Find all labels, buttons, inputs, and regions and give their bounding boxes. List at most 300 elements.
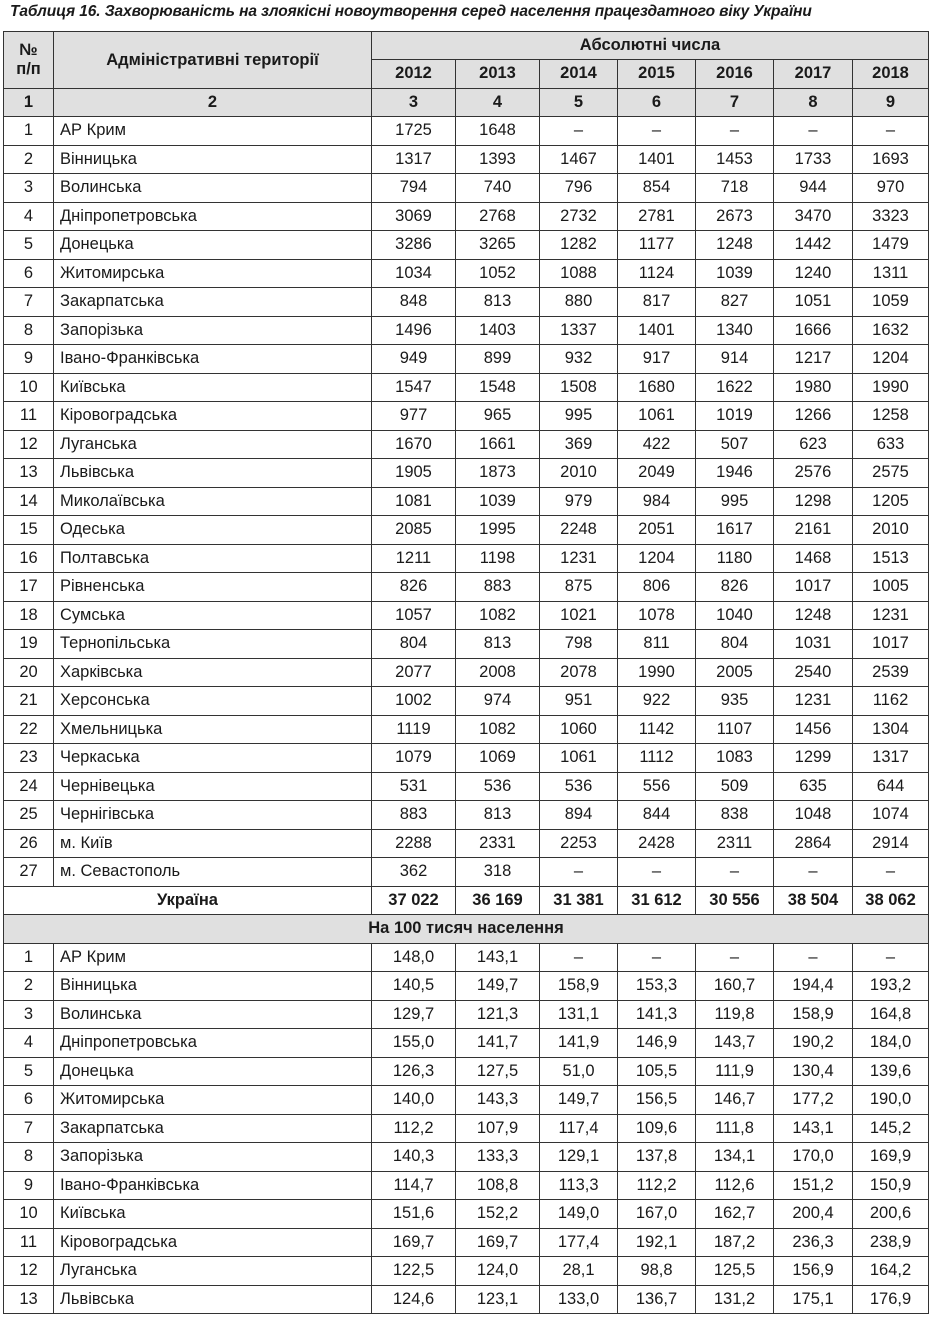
table-row xyxy=(4,117,929,146)
territory-name: Харківська xyxy=(54,658,372,687)
territory-name: Донецька xyxy=(54,1057,372,1086)
value-cell: 2051 xyxy=(618,516,696,545)
row-number: 10 xyxy=(4,1200,54,1229)
value-cell: 1304 xyxy=(853,715,929,744)
value-cell: 3265 xyxy=(456,231,540,260)
table-row xyxy=(4,430,929,459)
total-value: 30 556 xyxy=(696,886,774,915)
value-cell: 1725 xyxy=(372,117,456,146)
value-cell: 844 xyxy=(618,801,696,830)
value-cell: 2732 xyxy=(540,202,618,231)
value-cell: 143,1 xyxy=(774,1114,853,1143)
row-number: 4 xyxy=(4,202,54,231)
value-cell: 935 xyxy=(696,687,774,716)
value-cell: 193,2 xyxy=(853,972,929,1001)
value-cell: – xyxy=(618,943,696,972)
value-cell: 422 xyxy=(618,430,696,459)
value-cell: 1217 xyxy=(774,345,853,374)
value-cell: 1282 xyxy=(540,231,618,260)
value-cell: 2010 xyxy=(853,516,929,545)
table-row xyxy=(4,829,929,858)
section-title: На 100 тисяч населення xyxy=(4,915,929,944)
territory-name: Хмельницька xyxy=(54,715,372,744)
value-cell: 143,7 xyxy=(696,1029,774,1058)
value-cell: 979 xyxy=(540,487,618,516)
value-cell: 974 xyxy=(456,687,540,716)
territory-name: Закарпатська xyxy=(54,288,372,317)
value-cell: 796 xyxy=(540,174,618,203)
value-cell: 1204 xyxy=(853,345,929,374)
territory-name: Закарпатська xyxy=(54,1114,372,1143)
value-cell: 158,9 xyxy=(540,972,618,1001)
table-row xyxy=(4,658,929,687)
value-cell: 914 xyxy=(696,345,774,374)
value-cell: 1401 xyxy=(618,316,696,345)
table-row xyxy=(4,202,929,231)
value-cell: 200,6 xyxy=(853,1200,929,1229)
value-cell: 1039 xyxy=(696,259,774,288)
territory-name: Сумська xyxy=(54,601,372,630)
value-cell: 2161 xyxy=(774,516,853,545)
territory-name: Луганська xyxy=(54,430,372,459)
value-cell: 1980 xyxy=(774,373,853,402)
value-cell: 3286 xyxy=(372,231,456,260)
value-cell: 146,7 xyxy=(696,1086,774,1115)
value-cell: – xyxy=(853,117,929,146)
header-year: 2016 xyxy=(696,60,774,89)
value-cell: 2781 xyxy=(618,202,696,231)
value-cell: 152,2 xyxy=(456,1200,540,1229)
header-col-number: 8 xyxy=(774,88,853,117)
value-cell: 2576 xyxy=(774,459,853,488)
value-cell: 238,9 xyxy=(853,1228,929,1257)
table-row xyxy=(4,943,929,972)
value-cell: 1142 xyxy=(618,715,696,744)
table-row xyxy=(4,316,929,345)
territory-name: Миколаївська xyxy=(54,487,372,516)
value-cell: 1401 xyxy=(618,145,696,174)
value-cell: 556 xyxy=(618,772,696,801)
table-row xyxy=(4,573,929,602)
table-row xyxy=(4,1086,929,1115)
value-cell: 133,0 xyxy=(540,1285,618,1314)
value-cell: 1990 xyxy=(853,373,929,402)
value-cell: 2428 xyxy=(618,829,696,858)
value-cell: 1017 xyxy=(774,573,853,602)
value-cell: 2077 xyxy=(372,658,456,687)
territory-name: Дніпропетровська xyxy=(54,1029,372,1058)
value-cell: 153,3 xyxy=(618,972,696,1001)
value-cell: 854 xyxy=(618,174,696,203)
value-cell: 1240 xyxy=(774,259,853,288)
table-row xyxy=(4,687,929,716)
value-cell: 1670 xyxy=(372,430,456,459)
value-cell: 122,5 xyxy=(372,1257,456,1286)
row-number: 22 xyxy=(4,715,54,744)
value-cell: 1231 xyxy=(540,544,618,573)
row-number: 4 xyxy=(4,1029,54,1058)
value-cell: 141,3 xyxy=(618,1000,696,1029)
row-number: 7 xyxy=(4,1114,54,1143)
value-cell: 1733 xyxy=(774,145,853,174)
row-number: 18 xyxy=(4,601,54,630)
value-cell: 149,7 xyxy=(540,1086,618,1115)
territory-name: АР Крим xyxy=(54,117,372,146)
value-cell: 1124 xyxy=(618,259,696,288)
value-cell: 162,7 xyxy=(696,1200,774,1229)
value-cell: 124,0 xyxy=(456,1257,540,1286)
value-cell: 192,1 xyxy=(618,1228,696,1257)
value-cell: 804 xyxy=(696,630,774,659)
value-cell: 2005 xyxy=(696,658,774,687)
value-cell: – xyxy=(696,943,774,972)
value-cell: 140,3 xyxy=(372,1143,456,1172)
value-cell: 176,9 xyxy=(853,1285,929,1314)
row-number: 13 xyxy=(4,459,54,488)
header-row-top xyxy=(4,32,929,60)
table-row xyxy=(4,1114,929,1143)
value-cell: 149,7 xyxy=(456,972,540,1001)
value-cell: 107,9 xyxy=(456,1114,540,1143)
territory-name: Львівська xyxy=(54,459,372,488)
value-cell: 2539 xyxy=(853,658,929,687)
header-absolute: Абсолютні числа xyxy=(372,32,929,60)
table-row xyxy=(4,1000,929,1029)
header-num: № п/п xyxy=(4,32,54,89)
value-cell: 1479 xyxy=(853,231,929,260)
value-cell: 932 xyxy=(540,345,618,374)
value-cell: 813 xyxy=(456,630,540,659)
value-cell: 811 xyxy=(618,630,696,659)
table-row xyxy=(4,459,929,488)
row-number: 27 xyxy=(4,858,54,887)
value-cell: 2914 xyxy=(853,829,929,858)
header-col-number: 9 xyxy=(853,88,929,117)
value-cell: 125,5 xyxy=(696,1257,774,1286)
value-cell: 1061 xyxy=(540,744,618,773)
value-cell: 635 xyxy=(774,772,853,801)
value-cell: 112,2 xyxy=(618,1171,696,1200)
value-cell: 984 xyxy=(618,487,696,516)
value-cell: – xyxy=(774,943,853,972)
total-value: 36 169 xyxy=(456,886,540,915)
value-cell: 718 xyxy=(696,174,774,203)
value-cell: 1052 xyxy=(456,259,540,288)
territory-name: Херсонська xyxy=(54,687,372,716)
value-cell: 1299 xyxy=(774,744,853,773)
value-cell: – xyxy=(774,858,853,887)
value-cell: 1021 xyxy=(540,601,618,630)
header-year: 2015 xyxy=(618,60,696,89)
value-cell: 1468 xyxy=(774,544,853,573)
row-number: 16 xyxy=(4,544,54,573)
territory-name: Донецька xyxy=(54,231,372,260)
row-number: 13 xyxy=(4,1285,54,1314)
value-cell: 1467 xyxy=(540,145,618,174)
header-col-number: 4 xyxy=(456,88,540,117)
value-cell: 1393 xyxy=(456,145,540,174)
value-cell: 813 xyxy=(456,288,540,317)
territory-name: Полтавська xyxy=(54,544,372,573)
row-number: 9 xyxy=(4,345,54,374)
value-cell: 1074 xyxy=(853,801,929,830)
value-cell: 136,7 xyxy=(618,1285,696,1314)
value-cell: 1632 xyxy=(853,316,929,345)
value-cell: 1547 xyxy=(372,373,456,402)
value-cell: 2768 xyxy=(456,202,540,231)
territory-name: Житомирська xyxy=(54,1086,372,1115)
value-cell: 875 xyxy=(540,573,618,602)
row-number: 8 xyxy=(4,1143,54,1172)
value-cell: 1666 xyxy=(774,316,853,345)
header-col-number: 1 xyxy=(4,88,54,117)
value-cell: 794 xyxy=(372,174,456,203)
table-row xyxy=(4,174,929,203)
table-row xyxy=(4,516,929,545)
value-cell: 28,1 xyxy=(540,1257,618,1286)
value-cell: 1317 xyxy=(372,145,456,174)
value-cell: 137,8 xyxy=(618,1143,696,1172)
value-cell: 1019 xyxy=(696,402,774,431)
value-cell: 1231 xyxy=(853,601,929,630)
row-number: 10 xyxy=(4,373,54,402)
value-cell: 848 xyxy=(372,288,456,317)
value-cell: 880 xyxy=(540,288,618,317)
value-cell: 817 xyxy=(618,288,696,317)
territory-name: Запорізька xyxy=(54,1143,372,1172)
row-number: 7 xyxy=(4,288,54,317)
value-cell: 917 xyxy=(618,345,696,374)
territory-name: Львівська xyxy=(54,1285,372,1314)
value-cell: 883 xyxy=(456,573,540,602)
value-cell: 1248 xyxy=(774,601,853,630)
value-cell: 1069 xyxy=(456,744,540,773)
value-cell: 1048 xyxy=(774,801,853,830)
value-cell: 130,4 xyxy=(774,1057,853,1086)
territory-name: Луганська xyxy=(54,1257,372,1286)
value-cell: 156,5 xyxy=(618,1086,696,1115)
value-cell: 2673 xyxy=(696,202,774,231)
value-cell: 1088 xyxy=(540,259,618,288)
territory-name: Житомирська xyxy=(54,259,372,288)
row-number: 26 xyxy=(4,829,54,858)
row-number: 11 xyxy=(4,402,54,431)
value-cell: 190,0 xyxy=(853,1086,929,1115)
value-cell: 112,2 xyxy=(372,1114,456,1143)
value-cell: 1693 xyxy=(853,145,929,174)
row-number: 9 xyxy=(4,1171,54,1200)
table-caption: Таблиця 16. Захворюваність на злоякісні новоутворення серед населення працездатного віку України xyxy=(10,3,812,20)
value-cell: 1057 xyxy=(372,601,456,630)
value-cell: 3323 xyxy=(853,202,929,231)
value-cell: 1211 xyxy=(372,544,456,573)
territory-name: Київська xyxy=(54,1200,372,1229)
territory-name: м. Севастополь xyxy=(54,858,372,887)
value-cell: 2085 xyxy=(372,516,456,545)
value-cell: 1995 xyxy=(456,516,540,545)
value-cell: 633 xyxy=(853,430,929,459)
table-row xyxy=(4,1228,929,1257)
table-row xyxy=(4,715,929,744)
value-cell: – xyxy=(696,858,774,887)
value-cell: 806 xyxy=(618,573,696,602)
territory-name: Чернівецька xyxy=(54,772,372,801)
value-cell: 1119 xyxy=(372,715,456,744)
value-cell: 164,8 xyxy=(853,1000,929,1029)
header-row-colnums xyxy=(4,88,929,117)
value-cell: 1061 xyxy=(618,402,696,431)
value-cell: 112,6 xyxy=(696,1171,774,1200)
table-row xyxy=(4,345,929,374)
value-cell: 1002 xyxy=(372,687,456,716)
value-cell: 169,9 xyxy=(853,1143,929,1172)
value-cell: 1034 xyxy=(372,259,456,288)
total-label: Україна xyxy=(4,886,372,915)
table-row xyxy=(4,1257,929,1286)
value-cell: 158,9 xyxy=(774,1000,853,1029)
value-cell: 965 xyxy=(456,402,540,431)
value-cell: – xyxy=(696,117,774,146)
table-row xyxy=(4,601,929,630)
header-year: 2018 xyxy=(853,60,929,89)
total-value: 38 062 xyxy=(853,886,929,915)
value-cell: 1078 xyxy=(618,601,696,630)
value-cell: 951 xyxy=(540,687,618,716)
value-cell: – xyxy=(774,117,853,146)
value-cell: 644 xyxy=(853,772,929,801)
value-cell: 2864 xyxy=(774,829,853,858)
value-cell: 1617 xyxy=(696,516,774,545)
value-cell: 113,3 xyxy=(540,1171,618,1200)
value-cell: 838 xyxy=(696,801,774,830)
value-cell: 140,0 xyxy=(372,1086,456,1115)
value-cell: 1456 xyxy=(774,715,853,744)
row-number: 23 xyxy=(4,744,54,773)
header-col-number: 2 xyxy=(54,88,372,117)
header-col-number: 6 xyxy=(618,88,696,117)
table-row xyxy=(4,487,929,516)
value-cell: 145,2 xyxy=(853,1114,929,1143)
value-cell: 318 xyxy=(456,858,540,887)
territory-name: Рівненська xyxy=(54,573,372,602)
value-cell: 150,9 xyxy=(853,1171,929,1200)
value-cell: 2078 xyxy=(540,658,618,687)
row-number: 15 xyxy=(4,516,54,545)
value-cell: – xyxy=(853,858,929,887)
value-cell: 804 xyxy=(372,630,456,659)
row-number: 5 xyxy=(4,231,54,260)
value-cell: 141,9 xyxy=(540,1029,618,1058)
table-row xyxy=(4,1143,929,1172)
row-number: 14 xyxy=(4,487,54,516)
value-cell: 139,6 xyxy=(853,1057,929,1086)
table-row xyxy=(4,1057,929,1086)
row-number: 11 xyxy=(4,1228,54,1257)
row-number: 12 xyxy=(4,430,54,459)
value-cell: 177,2 xyxy=(774,1086,853,1115)
table-row xyxy=(4,772,929,801)
incidence-table xyxy=(3,31,929,1314)
value-cell: – xyxy=(853,943,929,972)
value-cell: 236,3 xyxy=(774,1228,853,1257)
value-cell: 167,0 xyxy=(618,1200,696,1229)
value-cell: 1298 xyxy=(774,487,853,516)
value-cell: – xyxy=(540,943,618,972)
header-year: 2013 xyxy=(456,60,540,89)
table-row xyxy=(4,231,929,260)
territory-name: Київська xyxy=(54,373,372,402)
value-cell: 2008 xyxy=(456,658,540,687)
value-cell: 1508 xyxy=(540,373,618,402)
value-cell: 2331 xyxy=(456,829,540,858)
value-cell: 1079 xyxy=(372,744,456,773)
value-cell: 127,5 xyxy=(456,1057,540,1086)
value-cell: 123,1 xyxy=(456,1285,540,1314)
value-cell: 2253 xyxy=(540,829,618,858)
row-number: 25 xyxy=(4,801,54,830)
value-cell: 1082 xyxy=(456,715,540,744)
value-cell: 187,2 xyxy=(696,1228,774,1257)
territory-name: Чернігівська xyxy=(54,801,372,830)
value-cell: 1266 xyxy=(774,402,853,431)
header-year: 2012 xyxy=(372,60,456,89)
territory-name: Вінницька xyxy=(54,972,372,1001)
value-cell: 507 xyxy=(696,430,774,459)
value-cell: 1946 xyxy=(696,459,774,488)
value-cell: 1162 xyxy=(853,687,929,716)
value-cell: 98,8 xyxy=(618,1257,696,1286)
table-row xyxy=(4,288,929,317)
value-cell: 1622 xyxy=(696,373,774,402)
row-number: 3 xyxy=(4,174,54,203)
value-cell: 194,4 xyxy=(774,972,853,1001)
value-cell: 1442 xyxy=(774,231,853,260)
value-cell: 369 xyxy=(540,430,618,459)
value-cell: 894 xyxy=(540,801,618,830)
table-row xyxy=(4,259,929,288)
row-number: 20 xyxy=(4,658,54,687)
value-cell: 2248 xyxy=(540,516,618,545)
value-cell: 798 xyxy=(540,630,618,659)
territory-name: Івано-Франківська xyxy=(54,345,372,374)
value-cell: 1051 xyxy=(774,288,853,317)
value-cell: 1548 xyxy=(456,373,540,402)
value-cell: 362 xyxy=(372,858,456,887)
value-cell: 126,3 xyxy=(372,1057,456,1086)
value-cell: 155,0 xyxy=(372,1029,456,1058)
table-row xyxy=(4,972,929,1001)
value-cell: 1204 xyxy=(618,544,696,573)
row-number: 24 xyxy=(4,772,54,801)
value-cell: 1177 xyxy=(618,231,696,260)
value-cell: 169,7 xyxy=(456,1228,540,1257)
value-cell: 1317 xyxy=(853,744,929,773)
value-cell: 2049 xyxy=(618,459,696,488)
row-number: 2 xyxy=(4,145,54,174)
territory-name: Волинська xyxy=(54,1000,372,1029)
value-cell: 899 xyxy=(456,345,540,374)
header-col-number: 7 xyxy=(696,88,774,117)
table-row xyxy=(4,1029,929,1058)
table-row xyxy=(4,1200,929,1229)
value-cell: 156,9 xyxy=(774,1257,853,1286)
value-cell: 1680 xyxy=(618,373,696,402)
territory-name: Тернопільська xyxy=(54,630,372,659)
value-cell: 1337 xyxy=(540,316,618,345)
value-cell: 121,3 xyxy=(456,1000,540,1029)
table-row xyxy=(4,630,929,659)
value-cell: 140,5 xyxy=(372,972,456,1001)
